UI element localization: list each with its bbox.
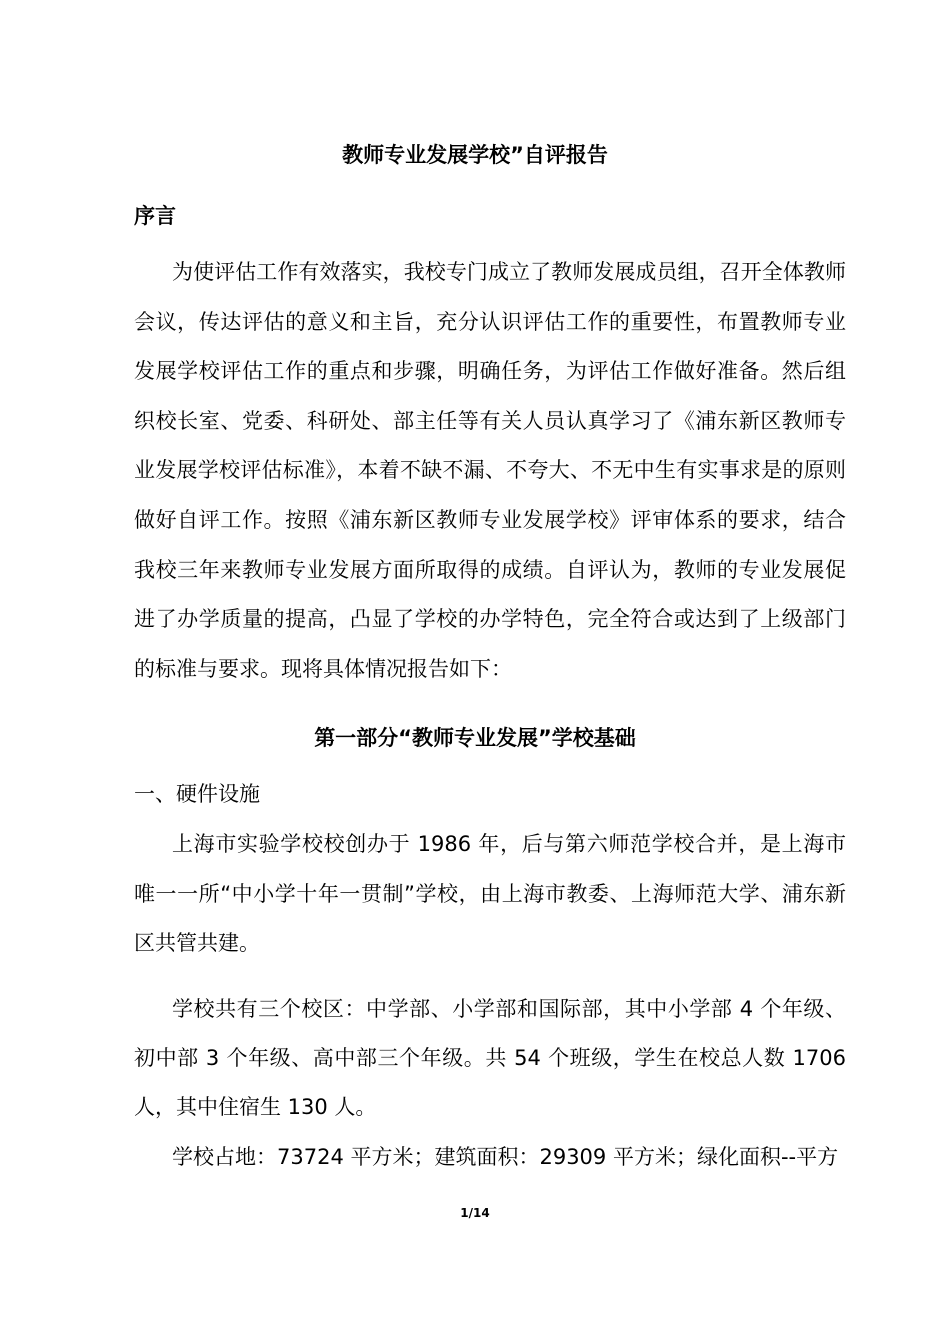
section-title: 第一部分“教师专业发展”学校基础 [314,726,636,750]
subsection-heading: 一、硬件设施 [134,782,260,806]
history-paragraph: 上海市实验学校校创办于 1986 年，后与第六师范学校合并，是上海市唯一一所“中小学十年一贯制”学校，由上海市教委、上海师范大学、浦东新区共管共建。 [134,832,846,956]
document-title: 教师专业发展学校”自评报告 [342,143,608,167]
page-number: 1/14 [460,1206,490,1220]
campus-paragraph: 学校共有三个校区：中学部、小学部和国际部，其中小学部 4 个年级、初中部 3 个年级、高中部三个年级。共 54 个班级，学生在校总人数 1706 人，其中住宿生 130 人。 [134,997,846,1119]
preface-paragraph: 为使评估工作有效落实，我校专门成立了教师发展成员组，召开全体教师会议，传达评估的意义和主旨，充分认识评估工作的重要性，布置教师专业发展学校评估工作的重点和步骤，明确任务，为评估工作做好准备。然后组织校长室、党委、科研处、部主任等有关人员认真学习了《浦东新区教师专业发展学校评估标准》，本着不缺不漏、不夸大、不无中生有实事求是的原则做好自评工作。按照《浦东新区教师专业发展学校》评审体系的要求，结合我校三年来教师专业发展方面所取得的成绩。自评认为，教师的专业发展促进了办学质量的提高，凸显了学校的办学特色，完全符合或达到了上级部门的标准与要求。现将具体情况报告如下： [134,260,846,681]
area-paragraph: 学校占地：73724 平方米；建筑面积：29309 平方米；绿化面积--平方 [172,1145,839,1169]
preface-heading: 序言 [134,204,176,228]
